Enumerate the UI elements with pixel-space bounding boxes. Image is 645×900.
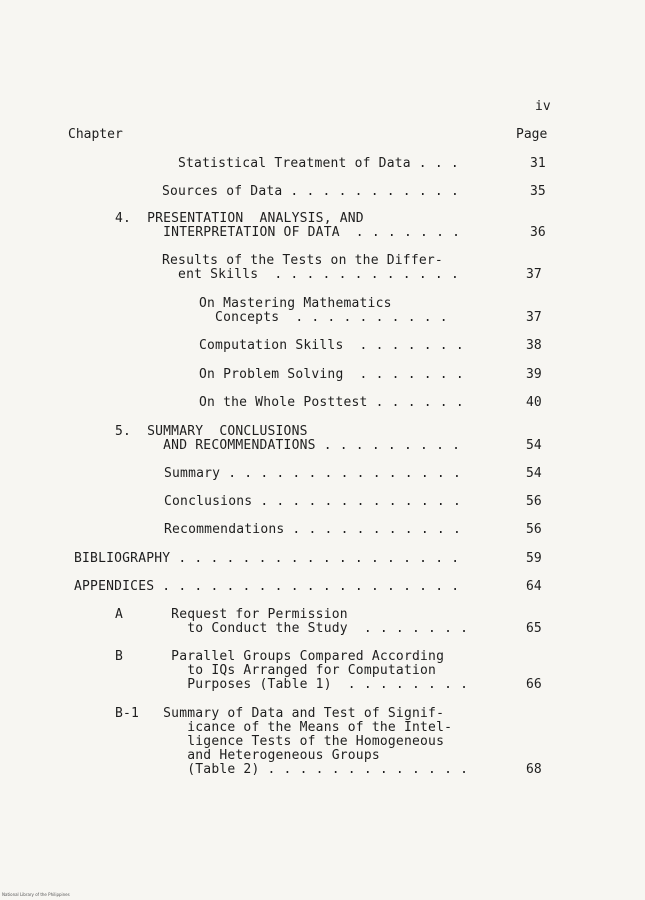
- toc-entry-page: 68: [526, 762, 542, 777]
- toc-entry-page: 39: [526, 367, 542, 382]
- toc-entry-text: Statistical Treatment of Data . . .: [178, 156, 459, 171]
- toc-entry-text: On Mastering Mathematics Concepts . . . . . . . . . .: [199, 296, 448, 325]
- toc-entry-page: 37: [526, 310, 542, 325]
- toc-entry-text: On the Whole Posttest . . . . . .: [199, 395, 464, 410]
- toc-entry-text: Results of the Tests on the Differ- ent Skills . . . . . . . . . . . .: [162, 253, 459, 282]
- toc-entry-text: Sources of Data . . . . . . . . . . .: [162, 184, 459, 199]
- toc-entry-text: B-1 Summary of Data and Test of Signif- icance of the Means of the Intel- ligence Tests of the Homogeneous and Heterogeneous Groups (Table 2) . . . . . . . . . . . . .: [115, 706, 469, 777]
- toc-entry-page: 56: [526, 494, 542, 509]
- toc-entry-page: 56: [526, 522, 542, 537]
- toc-entry-text: Recommendations . . . . . . . . . . .: [164, 522, 461, 537]
- page-heading: Page: [516, 127, 548, 142]
- toc-entry-page: 37: [526, 267, 542, 282]
- toc-entry-page: 31: [530, 156, 546, 171]
- toc-entry-page: 59: [526, 551, 542, 566]
- toc-entry-text: B Parallel Groups Compared According to IQs Arranged for Computation Purposes (Table 1) . . . . . . . .: [115, 649, 469, 692]
- toc-entry-page: 66: [526, 677, 542, 692]
- chapter-heading: Chapter: [68, 127, 123, 142]
- toc-entry-page: 40: [526, 395, 542, 410]
- toc-entry-text: A Request for Permission to Conduct the Study . . . . . . .: [115, 607, 469, 636]
- toc-entry-page: 65: [526, 621, 542, 636]
- toc-entry-text: Computation Skills . . . . . . .: [199, 338, 464, 353]
- toc-entry-page: 54: [526, 466, 542, 481]
- toc-entry-text: On Problem Solving . . . . . . .: [199, 367, 464, 382]
- toc-entry-page: 35: [530, 184, 546, 199]
- toc-entry-text: 4. PRESENTATION ANALYSIS, AND INTERPRETATION OF DATA . . . . . . .: [115, 211, 461, 240]
- toc-entry-text: BIBLIOGRAPHY . . . . . . . . . . . . . . . . . .: [74, 551, 460, 566]
- roman-page-number: iv: [535, 99, 551, 114]
- toc-entry-text: APPENDICES . . . . . . . . . . . . . . . . . . .: [74, 579, 460, 594]
- toc-entry-page: 64: [526, 579, 542, 594]
- toc-entry-text: Conclusions . . . . . . . . . . . . .: [164, 494, 461, 509]
- toc-entry-page: 36: [530, 225, 546, 240]
- toc-entry-page: 54: [526, 438, 542, 453]
- toc-entry-text: 5. SUMMARY CONCLUSIONS AND RECOMMENDATIONS . . . . . . . . .: [115, 424, 461, 453]
- toc-entry-page: 38: [526, 338, 542, 353]
- footer-note: National Library of the Philippines: [2, 892, 70, 897]
- toc-entry-text: Summary . . . . . . . . . . . . . . .: [164, 466, 461, 481]
